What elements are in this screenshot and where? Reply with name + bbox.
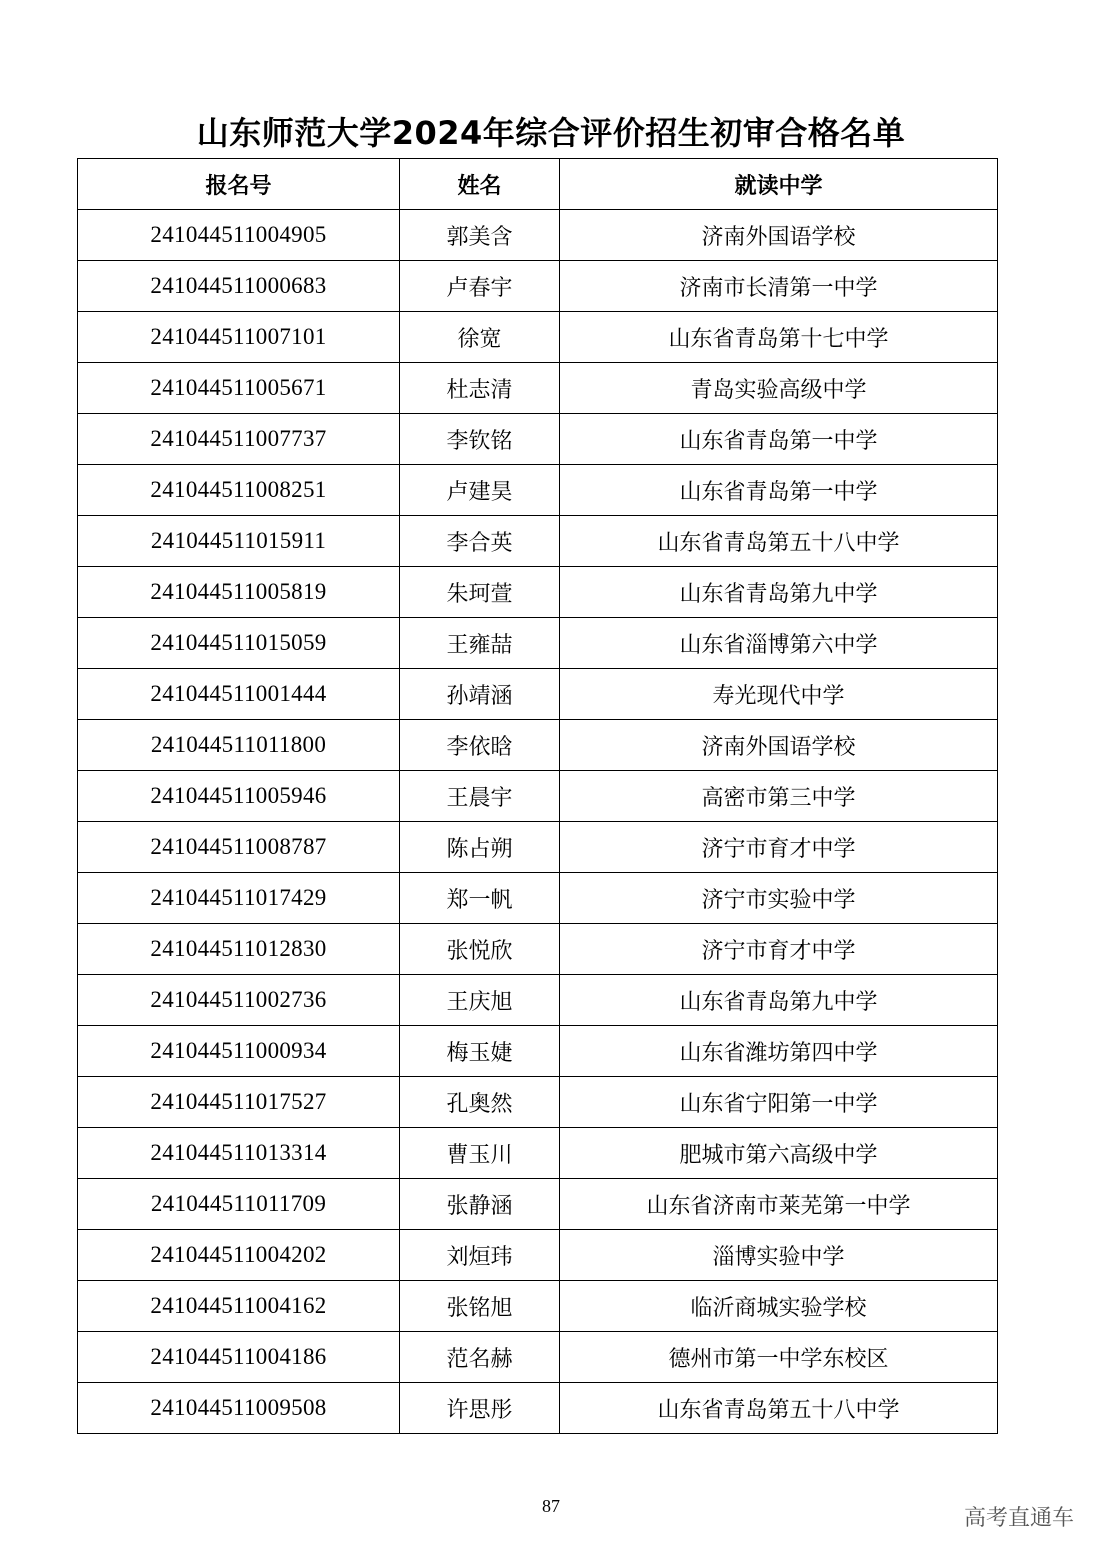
- header-registration-number: 报名号: [78, 159, 400, 210]
- table-row: [78, 1026, 998, 1077]
- table-header: [78, 159, 998, 210]
- table-row: [78, 975, 998, 1026]
- table-row: [78, 567, 998, 618]
- registration-number-cell: 241044511011800: [78, 720, 400, 771]
- registration-number-cell: 241044511000934: [78, 1026, 400, 1077]
- school-cell: 山东省宁阳第一中学: [560, 1077, 998, 1128]
- school-cell: 德州市第一中学东校区: [560, 1332, 998, 1383]
- school-cell: 山东省青岛第五十八中学: [560, 516, 998, 567]
- registration-number-cell: 241044511004162: [78, 1281, 400, 1332]
- school-cell: 山东省青岛第九中学: [560, 975, 998, 1026]
- school-cell: 山东省淄博第六中学: [560, 618, 998, 669]
- registration-number-cell: 241044511017527: [78, 1077, 400, 1128]
- table-row: [78, 1077, 998, 1128]
- registration-number-cell: 241044511004202: [78, 1230, 400, 1281]
- table-row: [78, 210, 998, 261]
- header-row: [78, 159, 998, 210]
- table-row: [78, 465, 998, 516]
- table-body: [78, 210, 998, 1434]
- table-row: [78, 720, 998, 771]
- registration-number-cell: 241044511015059: [78, 618, 400, 669]
- table-row: [78, 669, 998, 720]
- student-name-cell: 张悦欣: [400, 924, 560, 975]
- document-title: 山东师范大学2024年综合评价招生初审合格名单: [196, 114, 906, 152]
- student-name-cell: 杜志清: [400, 363, 560, 414]
- registration-number-cell: 241044511009508: [78, 1383, 400, 1434]
- registration-number-cell: 241044511012830: [78, 924, 400, 975]
- registration-number-cell: 241044511004186: [78, 1332, 400, 1383]
- table-row: [78, 1179, 998, 1230]
- table-row: [78, 1281, 998, 1332]
- registration-number-cell: 241044511015911: [78, 516, 400, 567]
- school-cell: 济南市长清第一中学: [560, 261, 998, 312]
- student-name-cell: 孙靖涵: [400, 669, 560, 720]
- school-cell: 济南外国语学校: [560, 720, 998, 771]
- student-name-cell: 张静涵: [400, 1179, 560, 1230]
- header-name: 姓名: [400, 159, 560, 210]
- school-cell: 山东省青岛第九中学: [560, 567, 998, 618]
- school-cell: 寿光现代中学: [560, 669, 998, 720]
- table-row: [78, 771, 998, 822]
- student-name-cell: 卢春宇: [400, 261, 560, 312]
- student-name-cell: 孔奥然: [400, 1077, 560, 1128]
- school-cell: 山东省济南市莱芜第一中学: [560, 1179, 998, 1230]
- registration-number-cell: 241044511002736: [78, 975, 400, 1026]
- school-cell: 淄博实验中学: [560, 1230, 998, 1281]
- student-name-cell: 卢建昊: [400, 465, 560, 516]
- student-name-cell: 刘烜玮: [400, 1230, 560, 1281]
- page-number: 87: [542, 1496, 560, 1516]
- school-cell: 山东省青岛第五十八中学: [560, 1383, 998, 1434]
- school-cell: 临沂商城实验学校: [560, 1281, 998, 1332]
- registration-number-cell: 241044511008251: [78, 465, 400, 516]
- school-cell: 济宁市育才中学: [560, 924, 998, 975]
- table-row: [78, 1332, 998, 1383]
- student-name-cell: 李合英: [400, 516, 560, 567]
- student-name-cell: 梅玉婕: [400, 1026, 560, 1077]
- student-name-cell: 王晨宇: [400, 771, 560, 822]
- registration-number-cell: 241044511005819: [78, 567, 400, 618]
- school-cell: 山东省青岛第一中学: [560, 414, 998, 465]
- table-row: [78, 363, 998, 414]
- registration-number-cell: 241044511000683: [78, 261, 400, 312]
- table-row: [78, 873, 998, 924]
- student-name-cell: 徐宽: [400, 312, 560, 363]
- registration-number-cell: 241044511008787: [78, 822, 400, 873]
- table-row: [78, 822, 998, 873]
- school-cell: 山东省潍坊第四中学: [560, 1026, 998, 1077]
- student-name-cell: 张铭旭: [400, 1281, 560, 1332]
- admission-list-table: [77, 158, 998, 1434]
- student-name-cell: 李依晗: [400, 720, 560, 771]
- student-name-cell: 李钦铭: [400, 414, 560, 465]
- registration-number-cell: 241044511001444: [78, 669, 400, 720]
- registration-number-cell: 241044511007737: [78, 414, 400, 465]
- student-name-cell: 陈占朔: [400, 822, 560, 873]
- registration-number-cell: 241044511005946: [78, 771, 400, 822]
- table-row: [78, 1128, 998, 1179]
- registration-number-cell: 241044511017429: [78, 873, 400, 924]
- student-name-cell: 王庆旭: [400, 975, 560, 1026]
- school-cell: 肥城市第六高级中学: [560, 1128, 998, 1179]
- student-name-cell: 朱珂萱: [400, 567, 560, 618]
- registration-number-cell: 241044511005671: [78, 363, 400, 414]
- table-row: [78, 1383, 998, 1434]
- table-row: [78, 414, 998, 465]
- table-row: [78, 618, 998, 669]
- school-cell: 高密市第三中学: [560, 771, 998, 822]
- student-name-cell: 王雍喆: [400, 618, 560, 669]
- registration-number-cell: 241044511007101: [78, 312, 400, 363]
- school-cell: 济宁市育才中学: [560, 822, 998, 873]
- school-cell: 山东省青岛第一中学: [560, 465, 998, 516]
- header-school: 就读中学: [560, 159, 998, 210]
- student-name-cell: 许思彤: [400, 1383, 560, 1434]
- registration-number-cell: 241044511013314: [78, 1128, 400, 1179]
- registration-number-cell: 241044511004905: [78, 210, 400, 261]
- school-cell: 济南外国语学校: [560, 210, 998, 261]
- table-row: [78, 1230, 998, 1281]
- student-name-cell: 郑一帆: [400, 873, 560, 924]
- table-row: [78, 312, 998, 363]
- registration-number-cell: 241044511011709: [78, 1179, 400, 1230]
- student-name-cell: 郭美含: [400, 210, 560, 261]
- school-cell: 济宁市实验中学: [560, 873, 998, 924]
- table-row: [78, 924, 998, 975]
- table-row: [78, 261, 998, 312]
- watermark-text: 高考直通车: [963, 1506, 1074, 1531]
- school-cell: 山东省青岛第十七中学: [560, 312, 998, 363]
- student-name-cell: 曹玉川: [400, 1128, 560, 1179]
- school-cell: 青岛实验高级中学: [560, 363, 998, 414]
- student-name-cell: 范名赫: [400, 1332, 560, 1383]
- table-row: [78, 516, 998, 567]
